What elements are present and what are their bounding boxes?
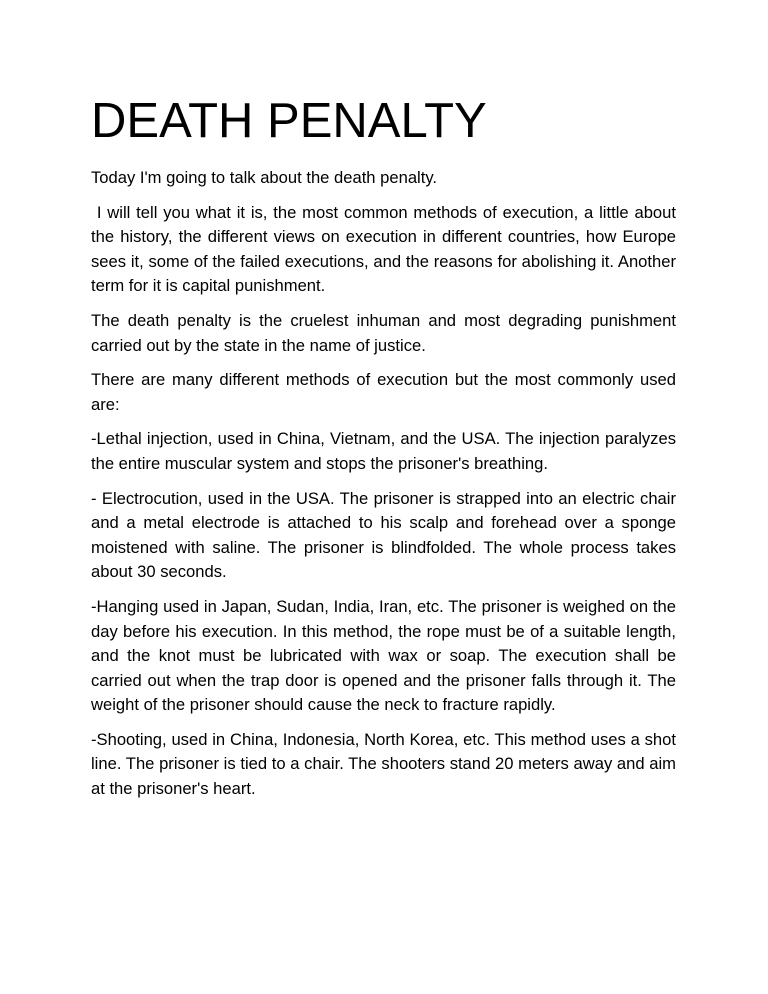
- document-page: [91, 90, 681, 812]
- paragraph-intro: Today I'm going to talk about the death penalty.: [91, 168, 438, 187]
- paragraph-lethal-injection: -Lethal injection, used in China, Vietnam, and the USA. The injection paralyzes the entire muscular system and stops the prisoner's breathing.: [91, 429, 681, 473]
- paragraph-methods-intro: There are many different methods of execution but the most commonly used are:: [91, 370, 681, 414]
- paragraph-overview: I will tell you what it is, the most common methods of execution, a little about the history, the different views on execution in different countries, how Europe sees it, some of the failed executions, and the reasons for abolishing it. Another term for it is capital punishment.: [91, 202, 681, 296]
- paragraph-hanging: -Hanging used in Japan, Sudan, India, Iran, etc. The prisoner is weighed on the day before his execution. In this method, the rope must be of a suitable length, and the knot must be lubricated with wax or soap. The execution shall be carried out when the trap door is opened and the prisoner falls through it. The weight of the prisoner should cause the neck to fracture rapidly.: [91, 596, 681, 715]
- document-title: DEATH PENALTY: [91, 94, 487, 148]
- paragraph-definition: The death penalty is the cruelest inhuman and most degrading punishment carried out by the state in the name of justice.: [91, 310, 681, 355]
- paragraph-electrocution: - Electrocution, used in the USA. The prisoner is strapped into an electric chair and a metal electrode is attached to his scalp and forehead over a sponge moistened with saline. The prisoner is blindfolded. The whole process takes about 30 seconds.: [91, 488, 681, 582]
- paragraph-shooting: -Shooting, used in China, Indonesia, North Korea, etc. This method uses a shot line. The prisoner is tied to a chair. The shooters stand 20 meters away and aim at the prisoner's heart.: [91, 729, 681, 799]
